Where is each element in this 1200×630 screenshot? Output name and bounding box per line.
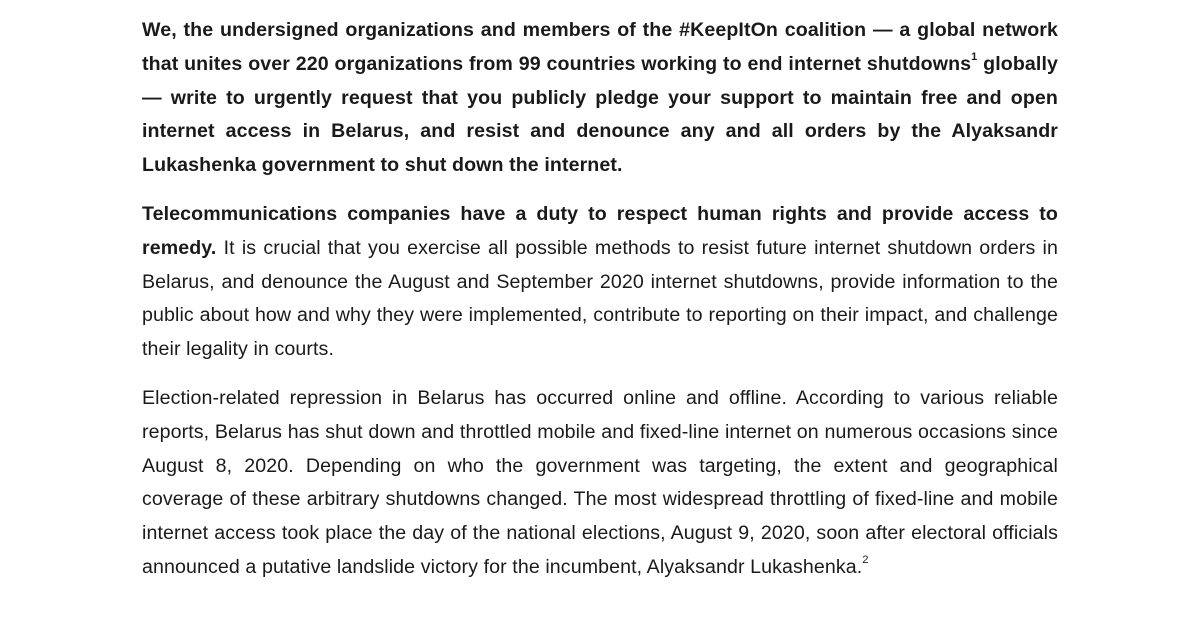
document-page	[142, 14, 1058, 600]
repression-paragraph	[142, 382, 1058, 585]
footnote-ref-1[interactable]: 1	[971, 51, 978, 64]
repression-text: Election-related repression in Belarus has occurred online and offline. According to various reliable reports, Belarus has shut down and throttled mobile and fixed-line internet on numerous occasions since August 8, 2020. Depending on who the government was targeting, the extent and geographical coverage of these arbitrary shutdowns changed. The most widespread throttling of fixed-line and mobile internet access took place the day of the national elections, August 9, 2020, soon after electoral officials announced a putative landslide victory for the incumbent, Alyaksandr Lukashenka.	[142, 386, 1058, 578]
coalition-request-text: globally — write to urgently request that you publicly pledge your support to maintain free and open internet access in Belarus, and resist and denounce any and all orders by the Alyaksandr Lukashenka government to shut down the internet.	[142, 52, 1058, 177]
telecom-duty-lead: Telecommunications companies have a duty to respect human rights and provide access to remedy.	[142, 202, 1058, 259]
coalition-intro-text: We, the undersigned organizations and members of the #KeepItOn coalition — a global network that unites over 220 organizations from 99 countries working to end internet shutdowns	[142, 19, 1058, 75]
coalition-intro-paragraph	[142, 14, 1058, 183]
telecom-duty-paragraph	[142, 198, 1058, 367]
telecom-duty-text: It is crucial that you exercise all possible methods to resist future internet shutdown orders in Belarus, and denounce the August and September 2020 internet shutdowns, provide information to the public about how and why they were implemented, contribute to reporting on their impact, and challenge their legality in courts.	[142, 236, 1058, 361]
footnote-ref-2[interactable]: 2	[862, 554, 869, 567]
